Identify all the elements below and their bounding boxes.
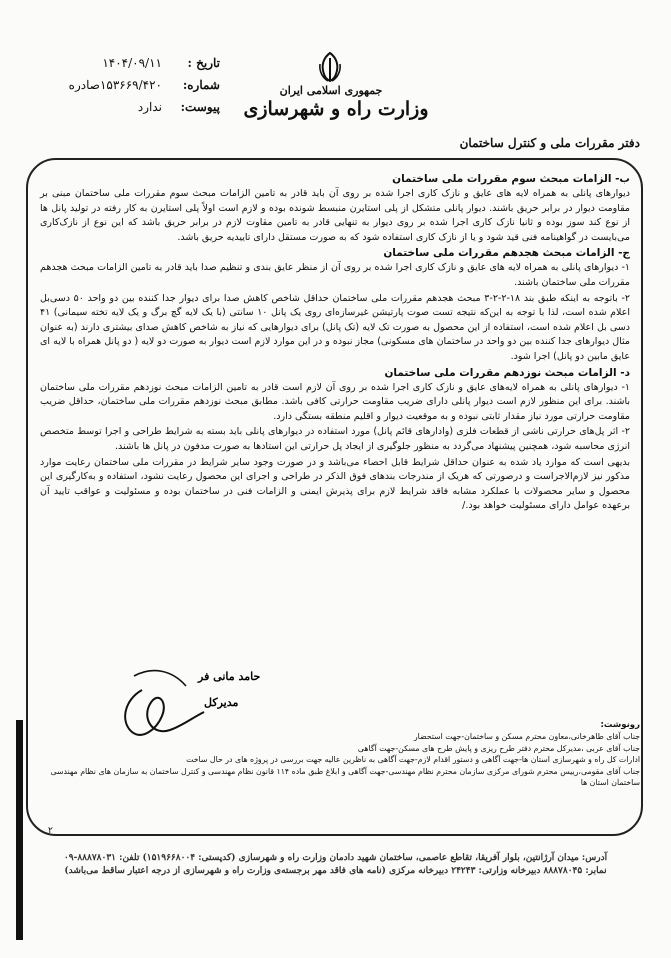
scan-edge-bar (16, 720, 23, 940)
cc-title: رونوشت: (600, 720, 640, 730)
cc-line: جناب آقای مقومی،رییس محترم شورای مرکزی سازمان محترم نظام مهندسی-جهت آگاهی و ابلاغ طبق ماده ۱۱۴ قانون نظام مهندسی و کنترل ساختمان به سازمان های نظام مهندسی ساختمان استان ها (50, 766, 640, 788)
office-title: دفتر مقررات ملی و کنترل ساختمان (459, 136, 640, 150)
section-c-item-2: ۲- باتوجه به اینکه طبق بند ۱۸-۲-۲-۳ مبحث هجدهم مقررات ملی ساختمان حداقل شاخص کاهش صدا برای دیوار جدا کننده بین دو واحد ۵۰ دسی‌بل اعلام شده است، لذا با توجه به این‌که نتیجه تست صوت پارتیشن غیرسازه‌ای روی یک پانل ۱۰ سانتی (با یک لایه گچ برگ و یک لایه تخته سیمانی) ۴۱ دسی بل اعلام شده است، استفاده از این محصول به صورت تک لایه (تک پانل) برای دیوارهایی که نیاز به شاخص کاهش صدای بیشتری دارند (به عنوان مثال دیوارهای جدا کننده بین دو واحد در ساختمان های مسکونی) مجاز نبوده و در این موارد لازم است دیوار به صورت دو لایه ( دو پانل همراه با لایه ای عایق مابین دو پانل) اجرا شود. (40, 292, 631, 362)
cc-line: جناب آقای طاهرخانی،معاون محترم مسکن و ساختمان-جهت استحضار (413, 732, 640, 742)
closing-paragraph: بدیهی است که موارد یاد شده به عنوان حداقل شرایط قابل احصاء می‌باشد و در صورت وجود سایر شرایط در مقررات ملی ساختمان رعایت موارد مذکور نیز لازم‌الاجراست و درصورتی که هریک از مندرجات بندهای فوق الذکر در طراحی و اجرای این محصول رعایت نشود، استفاده و به‌کارگیری این محصول و سایر محصولات با عملکرد مشابه فاقد شرایط لازم برای پذیرش ایمنی و الزامات فنی در ساختمان بوده و مسئولیت و عواقب تایید آن برعهده عوامل دارای مسئولیت خواهد بود./ (40, 456, 630, 512)
republic-title: جمهوری اسلامی ایران (279, 84, 383, 97)
signature-name: حامد مانی فر (198, 670, 261, 683)
number-label: شماره: (182, 78, 220, 92)
attachment-value: ندارد (137, 100, 162, 114)
footer (14, 852, 657, 878)
section-c-item-1: ۱- دیوارهای پانلی به همراه لایه های عایق و نازک کاری اجرا شده بر روی آن از منظر عایق بندی و تنظیم صدا باید قادر به تامین الزامات مبحث هجدهم مقررات ملی ساختمان باشند. (40, 262, 630, 288)
carbon-copy-list (40, 720, 640, 788)
section-d-title: د- الزامات مبحث نوزدهم مقررات ملی ساختمان (384, 366, 630, 379)
section-b-title: ب- الزامات مبحث سوم مقررات ملی ساختمان (392, 173, 630, 185)
letter-meta (40, 52, 220, 118)
date-label: تاریخ : (187, 56, 220, 70)
date-value: ۱۴۰۴/۰۹/۱۱ (102, 56, 162, 70)
footer-contact: نمابر: ۸۸۸۷۸۰۴۵ دبیرخانه وزارتی: ۲۴۲۴۳ دبیرخانه مرکزی (نامه های فاقد مهر برجسته‌ی وزارت راه و شهرسازی از درجه اعتبار ساقط می‌باشد) (64, 866, 607, 876)
signature-role: مدیرکل (204, 696, 239, 709)
letter-body (40, 172, 630, 515)
cc-line: جناب آقای عربی ،مدیرکل محترم دفتر طرح ریزی و پایش طرح های مسکن-جهت آگاهی (357, 743, 640, 753)
emblem-icon (313, 50, 347, 84)
section-c-title: ج- الزامات مبحث هجدهم مقررات ملی ساختمان (383, 247, 630, 260)
section-b-text: دیوارهای پانلی به همراه لایه های عایق و نازک کاری اجرا شده بر روی آن باید قادر به تامین الزامات مبحث سوم مقررات ملی ساختمان مبنی بر مقاومت دیوار در برابر حریق باشند. دیوار پانلی متشکل از پلی استایرن منبسط شونده بوده و لازم است اولاً پلی استایرن به کار رفته در تولید پانل ها از نوع کند سوز بوده و ثانیا نازک کاری اجرا شده بر روی دیوار به تنهایی قادر به تامین مقاوت لازم در برابر حریق باشد که این نوع از نازک‌کاری می‌بایست در گواهینامه فنی قید شود و یا از نازک کاری استفاده شود که به صورت مستقل دارای تاییدیه حریق باشد. (40, 188, 630, 243)
attachment-row (40, 96, 220, 118)
cc-line: ادارات کل راه و شهرسازی استان ها-جهت آگاهی و دستور اقدام لازم-جهت آگاهی به ناظرین عالیه جهت بررسی در پروژه های در حال ساخت (186, 755, 640, 765)
attachment-label: پیوست: (180, 100, 220, 114)
ministry-title: وزارت راه و شهرسازی (243, 98, 429, 120)
number-row (40, 74, 220, 96)
number-value: ۱۵۳۶۶۹/۴۲۰صادره (68, 78, 162, 92)
section-d-item-1: ۱- دیوارهای پانلی به همراه لایه‌های عایق و نازک کاری اجرا شده بر روی آن لازم است قادر به تامین الزامات مبحث نوزدهم مقررات ملی ساختمان باشند. برای این منظور لازم است دیوار پانلی دارای ضریب مقاومت حرارتی کافی باشد. مطابق مبحث نوزدهم مقررات ملی ساختمان، حداقل ضریب مقاومت حرارتی مورد نیاز مقدار ثابتی نبوده و به موقعیت دیوار و اقلیم منطقه بستگی دارد. (40, 381, 630, 422)
page-number: ۲ (48, 826, 53, 836)
section-d-item-2: ۲- اثر پل‌های حرارتی ناشی از قطعات فلزی (وادارهای قائم پانل) مورد استفاده در دیوارهای پانلی باید بسته به شرایط طراحی و اجرا توسط متخصص انرژی محاسبه شود، همچنین پیشنهاد می‌گردد به منظور جلوگیری از ایجاد پل حرارتی این استادها به صورت مدفون در پانل ها باشند. (40, 426, 630, 452)
footer-address: آدرس: میدان آرژانتین، بلوار آفریقا، تقاطع عاصمی، ساختمان شهید دادمان وزارت راه و شهرسازی (کدپستی: ۱۵۱۹۶۶۸۰۰۴) تلفن: ۸۸۸۷۸۰۳۱-۰۹ (63, 853, 608, 863)
date-row (40, 52, 220, 74)
